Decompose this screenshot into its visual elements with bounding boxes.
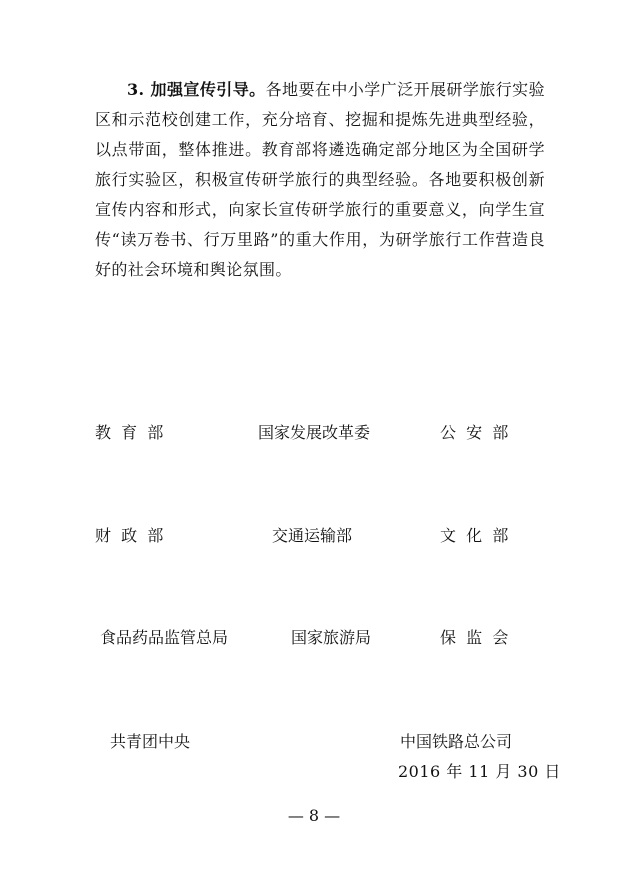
paragraph-body: 各地要在中小学广泛开展研学旅行实验区和示范校创建工作，充分培育、挖掘和提炼先进典型经验，以点带面，整体推进。教育部将遴选确定部分地区为全国研学旅行实验区，积极宣传研学旅行的典型经验。各地要积极创新宣传内容和形式，向家长宣传研学旅行的重要意义，向学生宣传“读万卷书、行万里路”的重大作用，为研学旅行工作营造良好的社会环境和舆论氛围。 <box>95 80 545 279</box>
signatory-mot: 交通运输部 <box>272 526 353 545</box>
body-paragraph <box>95 75 545 285</box>
issue-date: 2016 年 11 月 30 日 <box>398 762 561 781</box>
signatory-mps: 公 安 部 <box>440 423 509 442</box>
page-number: — 8 — <box>287 806 341 825</box>
signatory-ndrc: 国家发展改革委 <box>258 423 371 442</box>
signatory-cfda: 食品药品监管总局 <box>100 628 229 647</box>
signatory-moc: 文 化 部 <box>440 526 509 545</box>
paragraph-lead: 3. 加强宣传引导。 <box>127 80 266 99</box>
signatory-mof: 财 政 部 <box>95 526 164 545</box>
signatory-cyl: 共青团中央 <box>110 732 191 751</box>
signatory-circ: 保 监 会 <box>440 628 509 647</box>
signatory-railway: 中国铁路总公司 <box>400 732 513 751</box>
signatory-moe: 教 育 部 <box>95 423 164 442</box>
signatory-cnta: 国家旅游局 <box>291 628 372 647</box>
